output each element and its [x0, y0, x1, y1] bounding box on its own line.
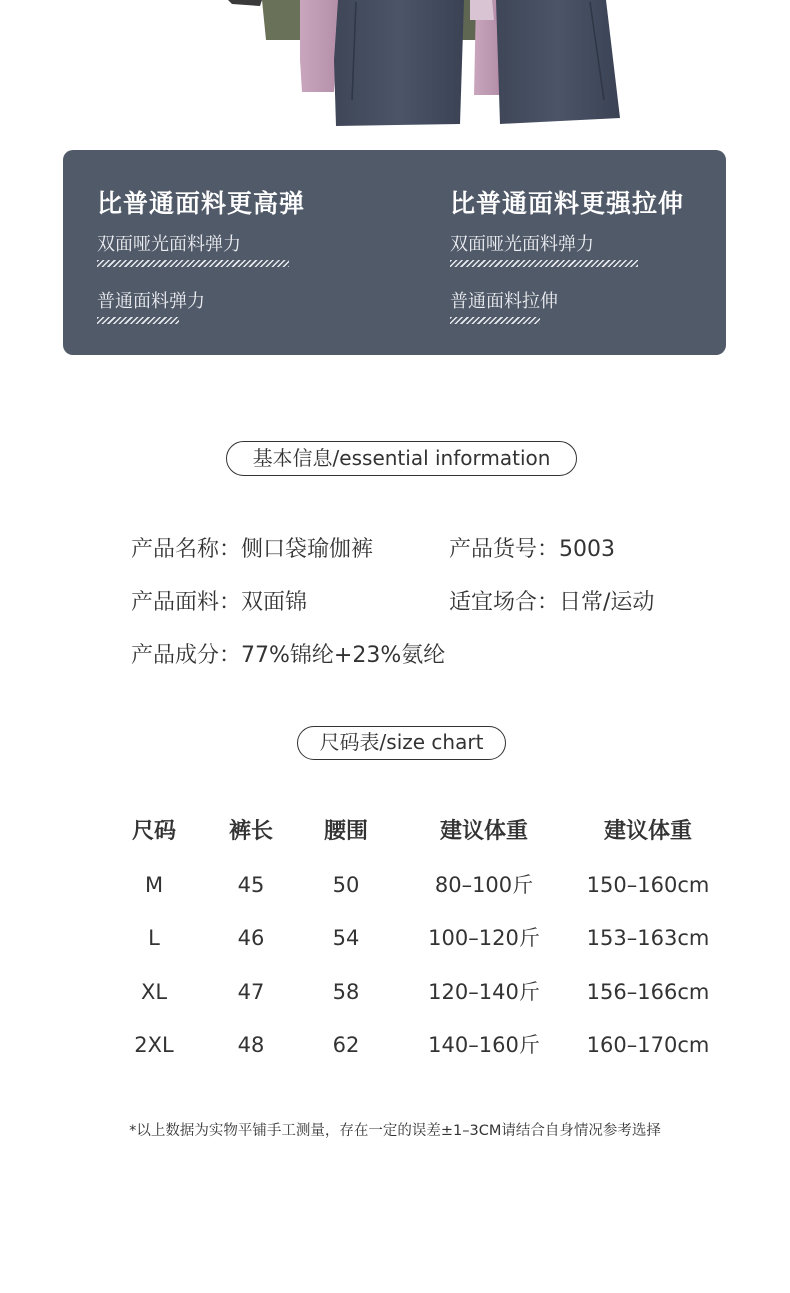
cell-weight: 100–120斤 — [428, 926, 540, 950]
product-occasion-value: 日常/运动 — [559, 590, 655, 615]
product-image — [0, 0, 790, 150]
feature-title: 比普通面料更强拉伸 — [450, 189, 685, 218]
product-fabric — [131, 585, 307, 616]
cell-size: M — [144, 872, 164, 897]
product-sku-value: 5003 — [559, 537, 616, 562]
header-waist: 腰围 — [323, 819, 368, 844]
header-height: 建议体重 — [603, 819, 692, 844]
cell-height: 156–166cm — [586, 979, 710, 1004]
product-sku — [449, 532, 615, 563]
product-fabric-label: 产品面料： — [131, 590, 242, 615]
stretch-bar-double — [450, 260, 638, 267]
product-occasion-label: 适宜场合： — [449, 590, 560, 615]
cell-size: 2XL — [134, 1033, 174, 1057]
product-name-label: 产品名称： — [131, 537, 242, 562]
table-row — [100, 971, 720, 1025]
cell-length: 45 — [237, 872, 265, 897]
product-composition-label: 产品成分： — [131, 643, 242, 668]
cell-length: 46 — [237, 926, 265, 950]
feature-panel — [63, 150, 726, 355]
table-header — [100, 810, 720, 864]
elasticity-bar-double — [97, 260, 289, 267]
cell-size: L — [148, 926, 160, 950]
cell-waist: 58 — [332, 979, 360, 1004]
product-occasion — [449, 585, 654, 616]
measurement-footnote: *以上数据为实物平铺手工测量，存在一定的误差±1–3CM请结合自身情况参考选择 — [129, 1123, 661, 1139]
product-name-value: 侧口袋瑜伽裤 — [241, 537, 374, 562]
feature-line-label: 普通面料拉伸 — [450, 291, 558, 312]
header-weight: 建议体重 — [439, 819, 528, 844]
cell-weight: 140–160斤 — [428, 1033, 540, 1057]
cell-height: 150–160cm — [586, 872, 710, 897]
cell-height: 160–170cm — [586, 1033, 710, 1057]
feature-title: 比普通面料更高弹 — [97, 189, 306, 218]
cell-size: XL — [140, 979, 168, 1004]
size-chart-table — [100, 810, 720, 1078]
cell-waist: 50 — [332, 872, 360, 897]
cell-weight: 80–100斤 — [434, 872, 534, 897]
product-sku-label: 产品货号： — [449, 537, 560, 562]
product-composition — [131, 638, 445, 669]
cell-height: 153–163cm — [586, 926, 710, 950]
feature-line-label: 普通面料弹力 — [97, 291, 205, 312]
feature-stretch — [450, 186, 684, 324]
stretch-bar-regular — [450, 317, 540, 324]
feature-line-label: 双面哑光面料弹力 — [450, 234, 594, 255]
cell-length: 47 — [237, 979, 265, 1004]
header-size: 尺码 — [131, 819, 176, 844]
table-row — [100, 1024, 720, 1078]
product-fabric-value: 双面锦 — [241, 590, 308, 615]
elasticity-bar-regular — [97, 317, 179, 324]
header-length: 裤长 — [228, 819, 273, 844]
cell-waist: 54 — [332, 926, 360, 950]
feature-elasticity — [97, 186, 305, 324]
basic-info-heading: 基本信息/essential information — [226, 441, 577, 476]
table-row — [100, 917, 720, 971]
product-name — [131, 532, 373, 563]
size-chart-heading: 尺码表/size chart — [297, 726, 506, 760]
cell-waist: 62 — [332, 1033, 360, 1057]
feature-line-label: 双面哑光面料弹力 — [97, 234, 241, 255]
table-row — [100, 864, 720, 918]
cell-length: 48 — [237, 1033, 265, 1057]
cell-weight: 120–140斤 — [428, 979, 540, 1004]
product-composition-value: 77%锦纶+23%氨纶 — [241, 643, 446, 668]
